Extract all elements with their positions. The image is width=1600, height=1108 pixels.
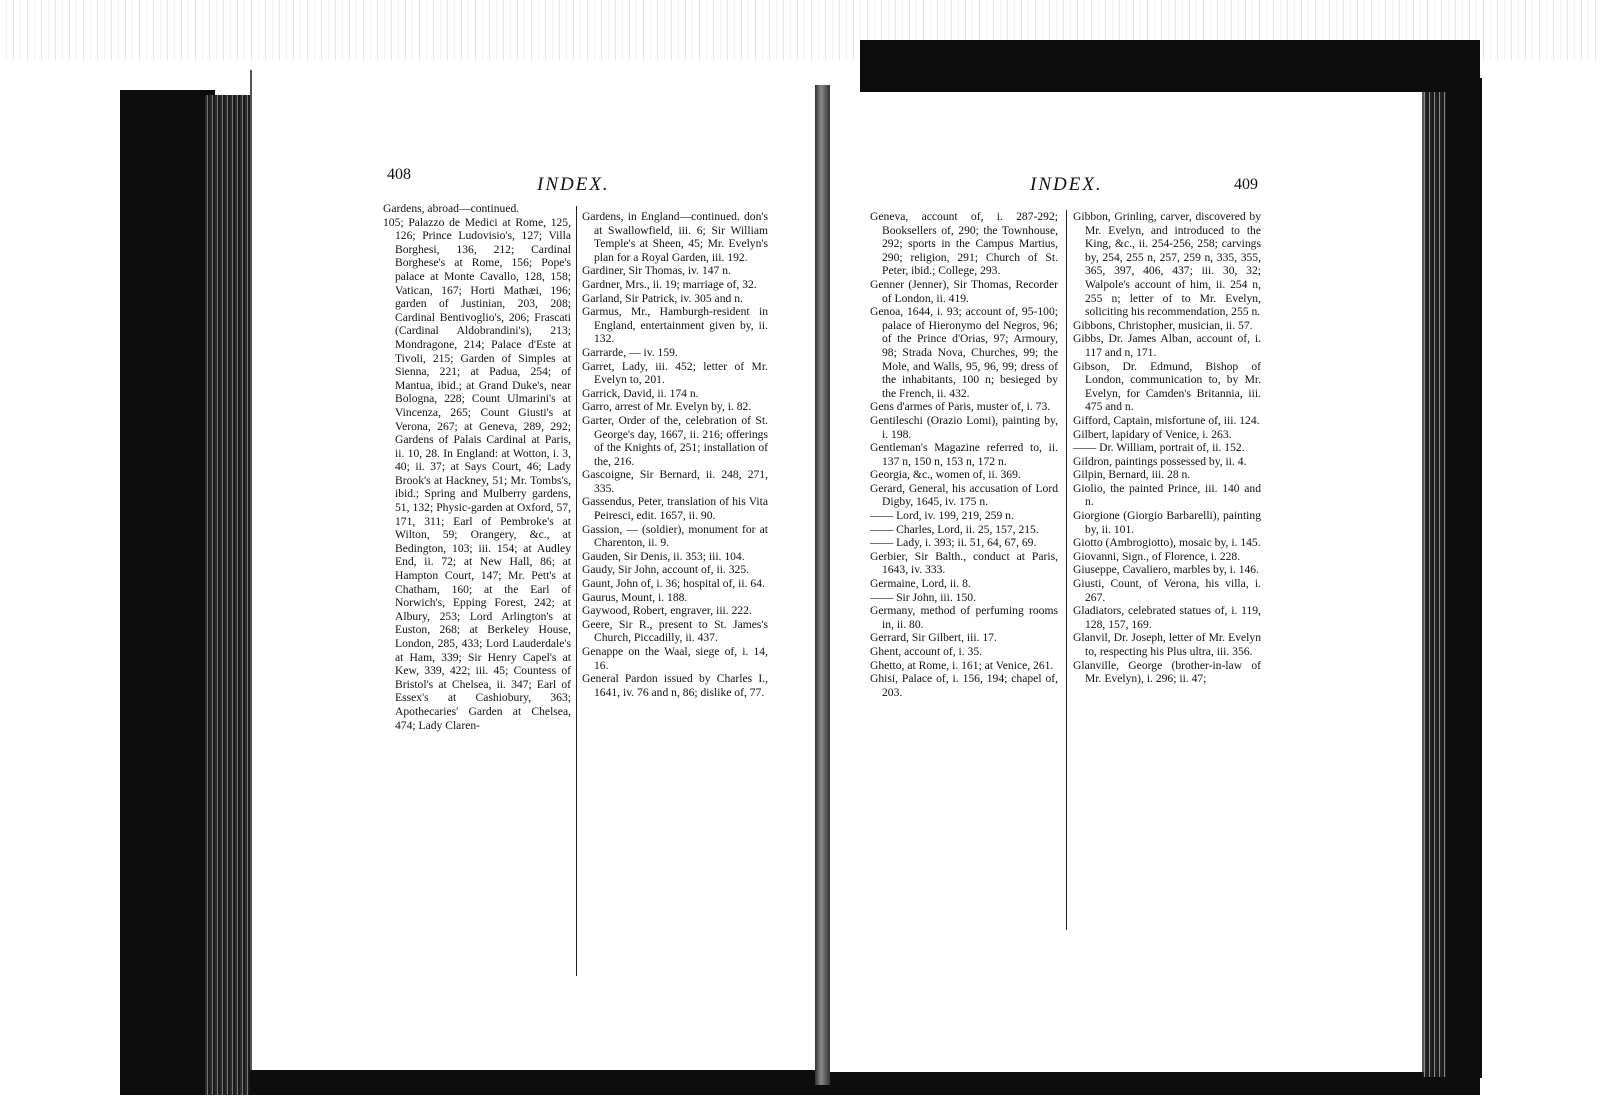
index-entry: Ghetto, at Rome, i. 161; at Venice, 261. (870, 658, 1054, 672)
index-entry: Giuseppe, Cavaliero, marbles by, i. 146. (1073, 563, 1259, 577)
index-entry: —— Sir John, iii. 150. (870, 590, 976, 604)
index-entry: Gardens, abroad—continued. (383, 202, 520, 215)
index-entry: —— Lady, i. 393; ii. 51, 64, 67, 69. (870, 536, 1037, 550)
index-entry: Gifford, Captain, misfortune of, iii. 124. (1073, 413, 1260, 427)
index-entry: —— Charles, Lord, ii. 25, 157, 215. (870, 522, 1039, 536)
index-entry: Garmus, Mr., Hamburgh-resident in England, entertainment given by, ii. 132. (582, 305, 768, 346)
index-entry: Gaywood, Robert, engraver, iii. 222. (582, 604, 752, 618)
index-entry: Garret, Lady, iii. 452; letter of Mr. Evelyn to, 201. (582, 359, 768, 387)
index-entry: Georgia, &c., women of, ii. 369. (870, 468, 1021, 482)
index-entry: Gauden, Sir Denis, ii. 353; iii. 104. (582, 549, 745, 563)
index-entry: —— Dr. William, portrait of, ii. 152. (1073, 441, 1245, 455)
column-rule (576, 206, 577, 976)
index-entry: Gassendus, Peter, translation of his Vita Peiresci, edit. 1657, ii. 90. (582, 495, 768, 523)
index-entry: Giorgione (Giorgio Barbarelli), painting by, ii. 101. (1073, 509, 1261, 536)
index-entry: Gaudy, Sir John, account of, ii. 325. (582, 563, 750, 577)
index-entry: Gentleman's Magazine referred to, ii. 137 n, 150 n, 153 n, 172 n. (870, 441, 1058, 468)
index-entry: Geere, Sir R., present to St. James's Church, Piccadilly, ii. 437. (582, 617, 768, 645)
index-entry: Germany, method of perfuming rooms in, ii. 80. (870, 604, 1058, 631)
index-entry: Ghent, account of, i. 35. (870, 645, 983, 658)
index-entry: Glanville, George (brother-in-law of Mr. Evelyn), i. 296; ii. 47; (1073, 658, 1261, 686)
index-entry: Garrick, David, ii. 174 n. (582, 386, 699, 400)
index-entry: Gibbs, Dr. James Alban, account of, i. 117 and n, 171. (1073, 332, 1261, 359)
index-entry: Gibbons, Christopher, musician, ii. 57. (1073, 318, 1253, 332)
index-entry: Gaurus, Mount, i. 188. (582, 590, 688, 604)
book-gutter (815, 85, 830, 1085)
index-entry: Giovanni, Sign., of Florence, i. 228. (1073, 549, 1241, 563)
column-rule (1066, 210, 1067, 930)
right-page (830, 92, 1424, 1072)
left-running-head: INDEX. (537, 174, 610, 195)
index-entry: Genoa, 1644, i. 93; account of, 95-100; palace of Hieronymo del Negros, 96; of the Prince d'Orias, 97; Armoury, 98; Strada Nova, Churches, 99; the Mole, and Walls, 95, 96, 99; dress of the inhabitants, 100 n; besieged by the French, ii. 432. (870, 305, 1058, 400)
index-entry: Gibson, Dr. Edmund, Bishop of London, communication to, by Mr. Evelyn, for Camden's Britannia, iii. 475 and n. (1073, 359, 1261, 414)
index-entry: Germaine, Lord, ii. 8. (870, 577, 971, 591)
index-entry: Garrarde, — iv. 159. (582, 345, 678, 359)
index-entry: Gibbon, Grinling, carver, discovered by Mr. Evelyn, and introduced to the King, &c., ii. 254-256, 258; carvings by, 254, 255 n, 257, 259 n, 335, 355, 365, 397, 406, 437; iii. 30, 32; Walpole's account of him, ii. 254 n, 255 n; letter of to Mr. Evelyn, soliciting his recommendation, 255 n. (1073, 210, 1261, 319)
index-entry: Garter, Order of the, celebration of St. George's day, 1667, ii. 216; offerings of the Knights of, 251; installation of the, 216. (582, 413, 768, 468)
page-edges-right (1422, 92, 1446, 1077)
index-entry: Giotto (Ambrogiotto), mosaic by, i. 145. (1073, 536, 1261, 550)
index-entry: —— Lord, iv. 199, 219, 259 n. (870, 509, 1014, 523)
index-entry: Gerbier, Sir Balth., conduct at Paris, 1643, iv. 333. (870, 549, 1058, 577)
index-entry: Genappe on the Waal, siege of, i. 14, 16. (582, 645, 768, 672)
index-entry: Gerard, General, his accusation of Lord Digby, 1645, iv. 175 n. (870, 481, 1058, 509)
index-entry: Ghisi, Palace of, i. 156, 194; chapel of, 203. (870, 672, 1058, 699)
page-edges-left (205, 95, 250, 1095)
right-running-head: INDEX. (1030, 174, 1103, 195)
index-entry: Gardiner, Sir Thomas, iv. 147 n. (582, 264, 731, 278)
index-entry: 105; Palazzo de Medici at Rome, 125, 126; Prince Ludovisio's, 127; Villa Borghesi, 136, 212; Cardinal Borghese's at Rome, 156; Pope's palace at Monte Cavallo, 128, 158; Vatican, 167; Horti Mathæi, 196; garden of Justinian, 203, 208; Cardinal Bentivoglio's, 206; Frascati (Cardinal Aldobrandini's), 213; Mondragone, 214; Palace d'Este at Tivoli, 215; Garden of Simples at Sienna, 221; at Padua, 254; of Mantua, ibid.; at Grand Duke's, near Bologna, 228; Count Ulmarini's at Vincenza, 265; Count Giusti's at Verona, 267; at Geneva, 289, 292; Gardens of Palais Cardinal at Paris, ii. 10, 28. In England: at Wotton, i. 3, 40; ii. 37; at Says Court, 46; Lady Brook's at Hackney, 51; Mr. Tombs's, ibid.; Spring and Mulberry gardens, 51, 132; Physic-garden at Oxford, 57, 171, 311; Earl of Pembroke's at Wilton, 59; Orangery, &c., at Bedington, 103; iii. 154; at Audley End, ii. 72; at New Hall, 86; at Hampton Court, 147; Mr. Pett's at Chatham, 160; at the Earl of Norwich's, Epping Forest, 242; at Albury, 253; Lord Arlington's at Euston, 268; at Berkeley House, London, 285, 433; Lord Lauderdale's at Ham, 339; Sir Henry Capel's at Kew, 339, 422; iii. 45; Countess of Bristol's at Chelsea, ii. 347; Earl of Essex's at Cashiobury, 363; Apothecaries' Garden at Chelsea, 474; Lady Claren- (383, 215, 571, 732)
book-cover-left (120, 90, 215, 1090)
index-entry: Gardner, Mrs., ii. 19; marriage of, 32. (582, 277, 757, 291)
index-entry: Glanvil, Dr. Joseph, letter of Mr. Evelyn to, respecting his Plus ultra, iii. 356. (1073, 631, 1261, 658)
index-entry: Giolio, the painted Prince, iii. 140 and n. (1073, 481, 1261, 509)
left-page-number: 408 (387, 166, 411, 183)
index-entry: General Pardon issued by Charles I., 1641, iv. 76 and n, 86; dislike of, 77. (582, 672, 768, 699)
index-entry: Gassion, — (soldier), monument for at Charenton, ii. 9. (582, 522, 768, 550)
right-page-number: 409 (1234, 176, 1258, 193)
left-page (250, 70, 817, 1070)
book-cover-top-right (860, 40, 1480, 95)
index-entry: Gilbert, lapidary of Venice, i. 263. (1073, 427, 1232, 441)
index-entry: Garland, Sir Patrick, iv. 305 and n. (582, 291, 743, 305)
index-entry: Gascoigne, Sir Bernard, ii. 248, 271, 335. (582, 468, 768, 495)
index-entry: Gildron, paintings possessed by, ii. 4. (1073, 454, 1247, 468)
index-entry: Gaunt, John of, i. 36; hospital of, ii. 64. (582, 577, 765, 591)
left-col2 (582, 210, 768, 699)
index-entry: Gilpin, Bernard, iii. 28 n. (1073, 468, 1191, 482)
index-entry: Gerrard, Sir Gilbert, iii. 17. (870, 631, 997, 645)
index-entry: Gentileschi (Orazio Lomi), painting by, i. 198. (870, 413, 1058, 441)
right-col1 (870, 210, 1058, 699)
index-entry: Genner (Jenner), Sir Thomas, Recorder of London, ii. 419. (870, 277, 1058, 305)
index-entry: Gladiators, celebrated statues of, i. 119, 128, 157, 169. (1073, 604, 1261, 631)
index-entry: Gardens, in England—continued. don's at Swallowfield, iii. 6; Sir William Temple's at Sheen, 45; Mr. Evelyn's plan for a Royal Garden, iii. 192. (582, 210, 768, 264)
index-entry: Gens d'armes of Paris, muster of, i. 73. (870, 400, 1051, 414)
index-entry: Giusti, Count, of Verona, his villa, i. 267. (1073, 577, 1261, 604)
index-entry: Geneva, account of, i. 287-292; Booksellers of, 290; the Townhouse, 292; sports in the Campus Martius, 290; religion, 291; Church of St. Peter, ibid.; College, 293. (870, 210, 1058, 278)
left-col1 (383, 202, 571, 732)
index-entry: Garro, arrest of Mr. Evelyn by, i. 82. (582, 400, 752, 414)
right-col2 (1073, 210, 1261, 686)
